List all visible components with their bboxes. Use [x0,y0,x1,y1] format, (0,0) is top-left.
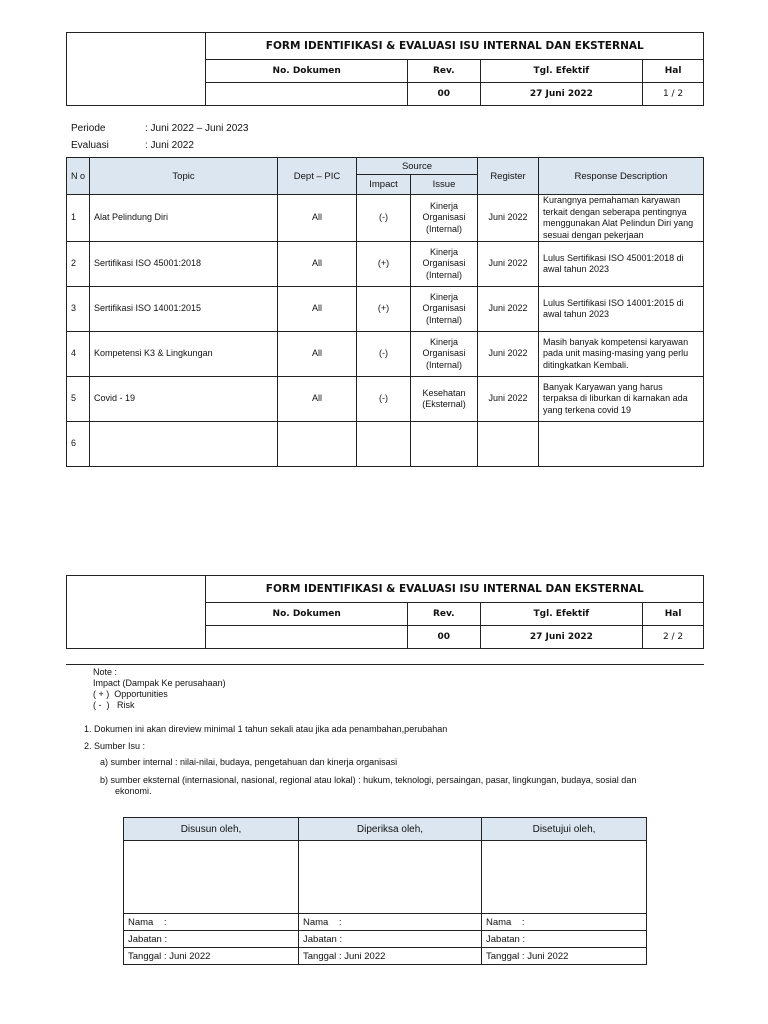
jabatan-field: Jabatan : [482,931,647,948]
hal-value: 1 / 2 [643,83,704,106]
tgl-efektif-header: Tgl. Efektif [480,603,643,626]
row-response: Masih banyak kompetensi karyawan pada unit masing-masing yang perlu ditingkatkan Kembali. [539,332,704,377]
tgl-efektif-header: Tgl. Efektif [480,60,643,83]
row-topic: Kompetensi K3 & Lingkungan [90,332,278,377]
note-risk: ( - ) Risk [93,700,135,710]
col-topic-header: Topic [90,158,278,195]
col-register-header: Register [478,158,539,195]
row-impact: (+) [357,242,411,287]
note-section [66,664,704,711]
row-dept: All [278,195,357,242]
row-response: Banyak Karyawan yang harus terpaksa di liburkan di karnakan ada yang terkena covid 19 [539,377,704,422]
row-issue: Kinerja Organisasi (Internal) [411,242,478,287]
table-row [67,242,704,287]
col-response-header: Response Description [539,158,704,195]
disusun-header: Disusun oleh, [124,818,299,841]
row-topic: Covid - 19 [90,377,278,422]
diperiksa-header: Diperiksa oleh, [299,818,482,841]
note-title: Note : [93,667,118,677]
disetujui-header: Disetujui oleh, [482,818,647,841]
document-header-page2 [66,575,704,649]
row-topic: Alat Pelindung Diri [90,195,278,242]
rev-header: Rev. [407,60,480,83]
row-issue [411,422,478,467]
no-dokumen-value [206,83,407,106]
nama-field: Nama : [124,914,299,931]
nama-field: Nama : [299,914,482,931]
row-dept: All [278,242,357,287]
table-row [67,377,704,422]
rev-header: Rev. [407,603,480,626]
table-row [67,287,704,332]
row-dept: All [278,332,357,377]
logo-cell [67,33,206,106]
row-register: Juni 2022 [478,332,539,377]
row-impact: (-) [357,195,411,242]
table-row [67,332,704,377]
table-row [67,422,704,467]
periode-label: Periode [71,123,106,134]
col-no-header: N o [67,158,90,195]
row-topic: Sertifikasi ISO 45001:2018 [90,242,278,287]
list-item-2: 2. Sumber Isu : [84,741,146,751]
col-dept-header: Dept – PIC [278,158,357,195]
document-header-page1 [66,32,704,106]
row-register: Juni 2022 [478,242,539,287]
col-impact-header: Impact [357,175,411,195]
note-impact: Impact (Dampak Ke perusahaan) [93,678,226,688]
list-item-1: 1. Dokumen ini akan direview minimal 1 tahun sekali atau jika ada penambahan,perubahan [84,724,448,734]
list-item-2b-cont: ekonomi. [115,786,152,796]
tanggal-field: Tanggal : Juni 2022 [299,948,482,965]
tanggal-field: Tanggal : Juni 2022 [124,948,299,965]
row-response: Kurangnya pemahaman karyawan terkait dengan seberapa pentingnya menggunakan Alat Pelindun Diri yang sesuai dengan pekerjaan [539,195,704,242]
signature-table [123,817,647,965]
row-register: Juni 2022 [478,195,539,242]
row-dept: All [278,377,357,422]
tanggal-field: Tanggal : Juni 2022 [482,948,647,965]
no-dokumen-value [206,626,407,649]
jabatan-field: Jabatan : [299,931,482,948]
signature-space [124,841,299,914]
row-issue: Kinerja Organisasi (Internal) [411,287,478,332]
row-no: 3 [67,287,90,332]
list-item-2a: a) sumber internal : nilai-nilai, budaya, pengetahuan dan kinerja organisasi [100,757,398,767]
row-no: 4 [67,332,90,377]
row-impact: (-) [357,377,411,422]
row-topic: Sertifikasi ISO 14001:2015 [90,287,278,332]
row-register: Juni 2022 [478,377,539,422]
row-issue: Kinerja Organisasi (Internal) [411,332,478,377]
signature-space [299,841,482,914]
hal-value: 2 / 2 [643,626,704,649]
table-row [67,195,704,242]
row-dept [278,422,357,467]
col-issue-header: Issue [411,175,478,195]
row-issue: Kesehatan (Eksternal) [411,377,478,422]
signature-space [482,841,647,914]
row-impact [357,422,411,467]
no-dokumen-header: No. Dokumen [206,60,407,83]
period-info [71,120,248,154]
row-response: Lulus Sertifikasi ISO 45001:2018 di awal tahun 2023 [539,242,704,287]
row-response [539,422,704,467]
row-dept: All [278,287,357,332]
row-impact: (-) [357,332,411,377]
note-opportunities: ( + ) Opportunities [93,689,168,699]
jabatan-field: Jabatan : [124,931,299,948]
issues-table [66,157,704,467]
hal-header: Hal [643,60,704,83]
row-no: 1 [67,195,90,242]
row-no: 5 [67,377,90,422]
tgl-efektif-value: 27 Juni 2022 [480,626,643,649]
hal-header: Hal [643,603,704,626]
row-response: Lulus Sertifikasi ISO 14001:2015 di awal tahun 2023 [539,287,704,332]
col-source-header: Source [357,158,478,175]
periode-value: : Juni 2022 – Juni 2023 [145,123,249,134]
form-title: FORM IDENTIFIKASI & EVALUASI ISU INTERNAL DAN EKSTERNAL [206,576,704,603]
nama-field: Nama : [482,914,647,931]
row-register [478,422,539,467]
rev-value: 00 [407,626,480,649]
row-register: Juni 2022 [478,287,539,332]
evaluasi-value: : Juni 2022 [145,140,194,151]
rev-value: 00 [407,83,480,106]
no-dokumen-header: No. Dokumen [206,603,407,626]
row-no: 6 [67,422,90,467]
tgl-efektif-value: 27 Juni 2022 [480,83,643,106]
form-title: FORM IDENTIFIKASI & EVALUASI ISU INTERNAL DAN EKSTERNAL [206,33,704,60]
evaluasi-label: Evaluasi [71,140,109,151]
row-no: 2 [67,242,90,287]
row-topic [90,422,278,467]
list-item-2b: b) sumber eksternal (internasional, nasional, regional atau lokal) : hukum, teknologi, persaingan, pasar, lingkungan, budaya, sosial dan [100,775,637,785]
logo-cell [67,576,206,649]
row-impact: (+) [357,287,411,332]
row-issue: Kinerja Organisasi (Internal) [411,195,478,242]
